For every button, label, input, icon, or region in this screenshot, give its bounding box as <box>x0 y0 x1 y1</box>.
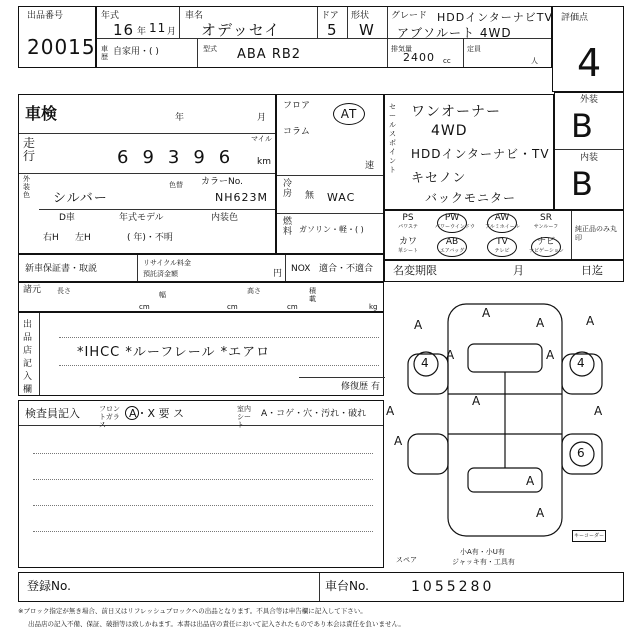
equipment-box <box>384 210 624 260</box>
equip-tv: TV テレビ <box>494 237 510 254</box>
footer-row: 登録No. 車台No. 1055280 <box>18 572 624 602</box>
aw-circle <box>485 213 520 233</box>
dmg-mark-7: A <box>386 404 396 418</box>
year-value: 16 <box>113 21 135 39</box>
dmg-mark-1: A <box>414 318 424 332</box>
car-name: オデッセイ <box>201 21 281 39</box>
dmg-mark-11: A <box>526 474 536 488</box>
grade-line2: アブソルート 4WD <box>397 26 512 40</box>
seat-value: A・コゲ・穴・汚れ・破れ <box>261 409 367 419</box>
dmg-mark-2: A <box>482 306 492 320</box>
score-box <box>552 6 624 92</box>
trans-box: フロア コラム AT 速 冷房 無 WAC 燃料 ガソリン・軽・( ) <box>276 94 384 254</box>
pw-circle <box>435 213 475 233</box>
interior-grade: B <box>571 165 594 203</box>
car-name-label: 車名 <box>185 11 204 21</box>
color-value: シルバー <box>53 191 108 206</box>
shape-value: W <box>359 21 375 39</box>
notes-text: *IHCC *ルーフレール *エアロ <box>77 345 271 360</box>
mileage-value: 69396 <box>117 147 245 168</box>
model-value: ABA RB2 <box>237 47 302 62</box>
name-change-row: 名変期限 月 日迄 <box>384 260 624 282</box>
navi-circle <box>529 237 564 257</box>
sales-line-4: キセノン <box>411 171 467 186</box>
score-value: 4 <box>577 41 603 85</box>
grade-line1: HDDインターナビTV <box>437 11 554 24</box>
ab-circle <box>437 237 467 257</box>
sales-line-3: HDDインターナビ・TV <box>411 147 550 161</box>
grade-box: 外装 B 内装 B <box>554 92 624 210</box>
header-box: 年式 16 年 11 月 車名 オデッセイ ドア 5 形状 W グレード HDDインターナビTV アブソルート 4WD 車歴 自家用・( ) 型式 ABA RB2 排気量 2400 cc 定員 人 <box>96 6 552 68</box>
dmg-mark-13: 4 <box>421 356 430 370</box>
dmg-mark-8: A <box>472 394 482 408</box>
aircon-value: WAC <box>327 191 356 204</box>
equip-ps: PS パワステ <box>398 213 418 230</box>
front-glass-value: A・X 要 ス <box>129 407 185 420</box>
dmg-mark-9: A <box>594 404 604 418</box>
lot-label: 出品番号 <box>27 11 64 21</box>
equip-leather: カワ 革シート <box>397 237 418 254</box>
equip-ab: AB エアバッグ <box>439 237 465 254</box>
year-label: 年式 <box>101 11 120 21</box>
dmg-mark-5: A <box>446 348 456 362</box>
footer-note-1: ※ブロック指定が無き場合、前日又はリフレッシュブロックへの出品となります。不具合等は申告欄に記入して下さい。 <box>18 607 367 615</box>
lot-box <box>18 6 96 68</box>
equip-sr: SR サンルーフ <box>533 213 559 230</box>
equip-navi: ナビ ナビゲーション <box>529 237 564 254</box>
shaken-label: 車検 <box>25 104 58 123</box>
inspector-box: 検査員記入 フロントガラス A・X 要 ス 室内シート A・コゲ・穴・汚れ・破れ <box>18 400 384 568</box>
dmg-mark-15: 6 <box>577 446 586 460</box>
recycle-row: 新車保証書・取説 リサイクル料金 預託済金額 円 NOX 適合・不適合 <box>18 254 384 282</box>
fuel-value: ガソリン・軽・( ) <box>299 225 364 234</box>
dmg-mark-6: A <box>546 348 556 362</box>
sales-line-1: ワンオーナー <box>411 104 501 120</box>
tv-circle <box>487 237 517 257</box>
doors-value: 5 <box>327 21 338 39</box>
equip-aw: AW アルミホイール <box>485 213 520 230</box>
exterior-grade: B <box>571 107 594 145</box>
dmg-mark-10: A <box>394 434 404 448</box>
dmg-mark-12: A <box>536 506 546 520</box>
equip-pw: PW パワーウインドウ <box>435 213 475 230</box>
dmg-mark-3: A <box>536 316 546 330</box>
sales-line-2: 4WD <box>431 123 468 139</box>
genuine-note: 純正品のみ丸印 <box>575 225 617 242</box>
dmg-mark-14: 4 <box>577 356 586 370</box>
frame-number: 1055280 <box>411 579 495 595</box>
at-mark: AT <box>333 103 365 125</box>
shaken-box: 車検 年 月 走行 マイル 69396 km 外装色 シルバー 色替 カラーNo. NH623M D車 右H 左H 年式モデル ( 年)・不明 内装色 <box>18 94 276 254</box>
footer-note-2: 出品店の記入不備、保証、破損等は致しかねます。本書は出品店の責任において記入されたものであり本会は責任を負いません。 <box>28 620 405 628</box>
dimensions-row: 諸元 長さ cm 幅 cm 高さ cm 積載 kg <box>18 282 384 312</box>
damage-diagram: A A A A A A A A A A A A 4 4 6 スペア 小A有・小U有 ジャッキ有・工具有 キーコーダー <box>386 284 626 568</box>
month-value: 11 <box>149 21 167 35</box>
score-label: 評価点 <box>561 13 589 23</box>
dmg-mark-4: A <box>586 314 596 328</box>
sales-point-box: セールスポイント ワンオーナー 4WD HDDインターナビ・TV キセノン バックモニター <box>384 94 554 210</box>
color-code-value: NH623M <box>215 191 268 204</box>
displacement-value: 2400 <box>403 51 435 64</box>
lot-number: 20015 <box>27 35 96 59</box>
sales-line-5: バックモニター <box>425 191 517 205</box>
use-value: 自家用・( ) <box>113 47 159 57</box>
notes-box: 出品店記入欄 *IHCC *ルーフレール *エアロ 修復歴 有 <box>18 312 384 396</box>
